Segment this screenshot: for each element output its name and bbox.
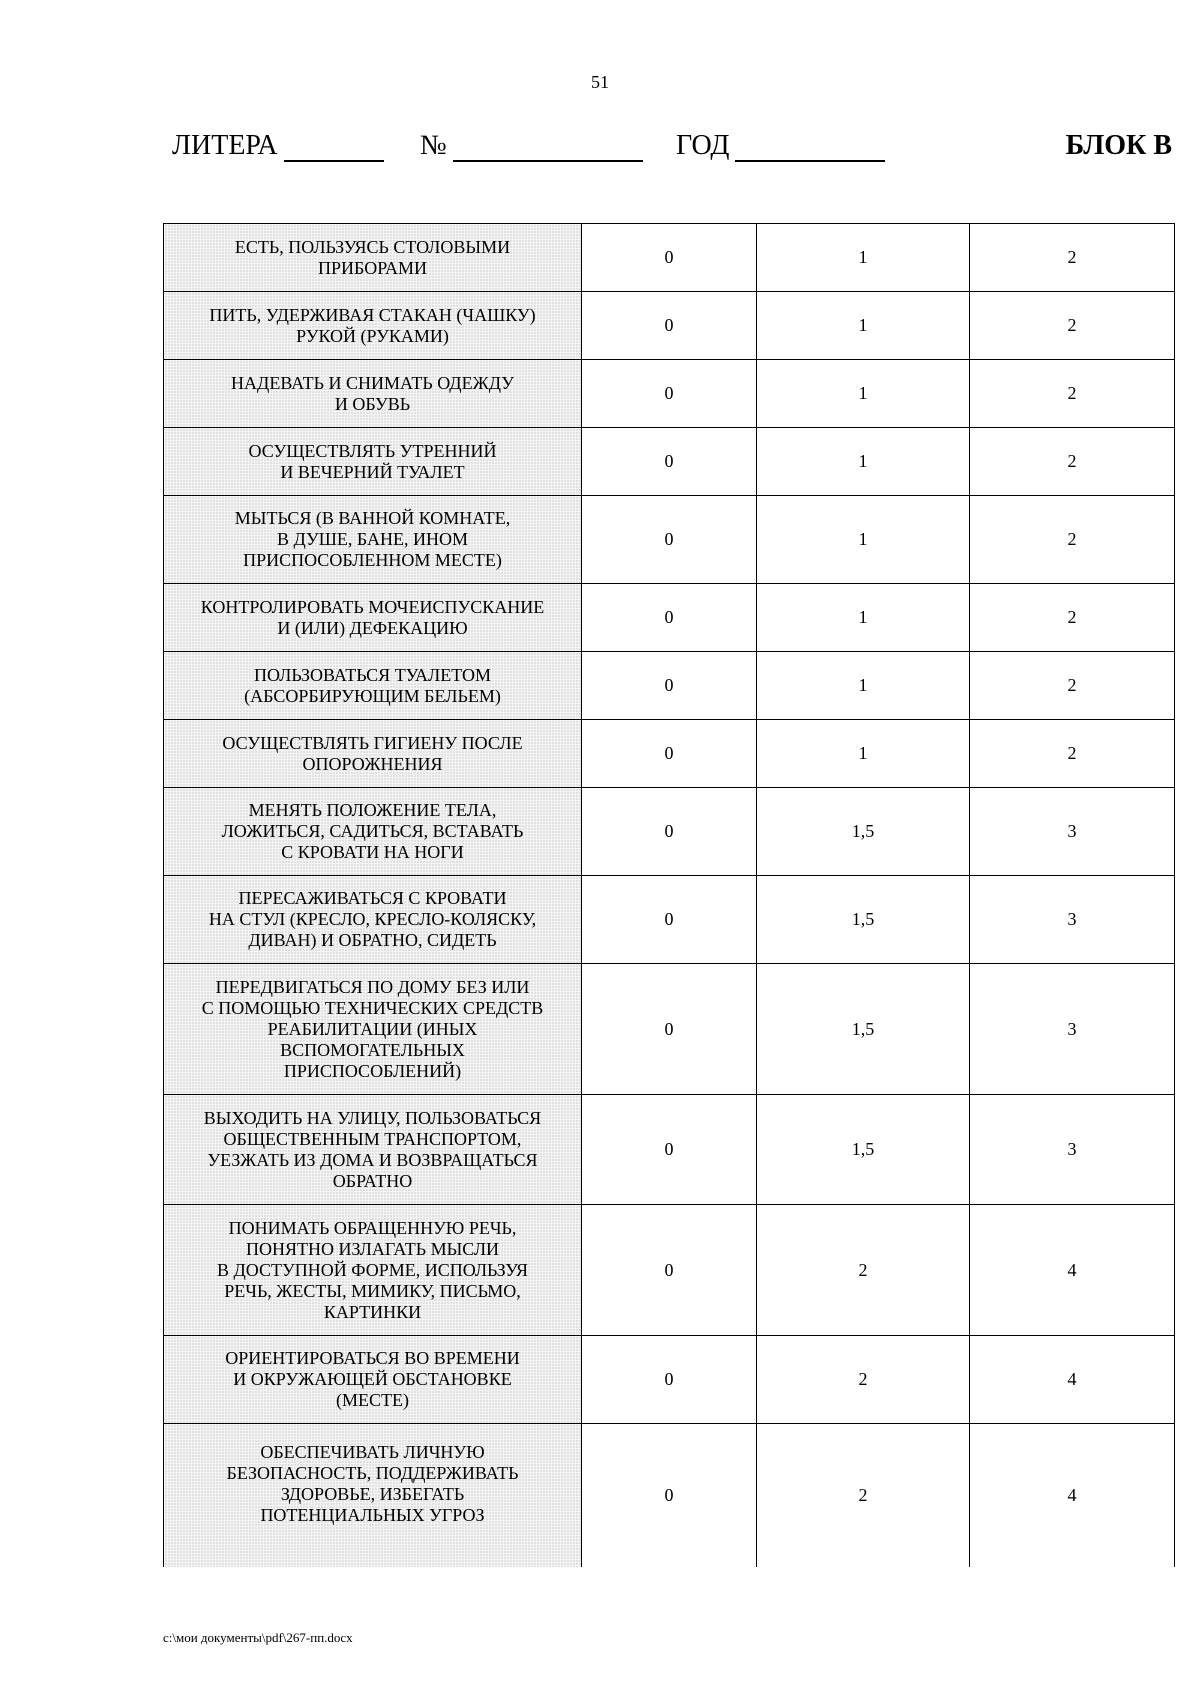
activity-text: НАДЕВАТЬ И СНИМАТЬ ОДЕЖДУ И ОБУВЬ (231, 372, 514, 414)
score-cell: 0 (582, 1336, 757, 1424)
score-cell: 3 (970, 964, 1175, 1095)
year-label: ГОД (676, 130, 730, 161)
score-cell: 0 (582, 292, 757, 360)
score-cell: 2 (970, 428, 1175, 496)
activity-cell (164, 1205, 582, 1336)
score-cell: 1 (757, 652, 970, 720)
activity-cell (164, 584, 582, 652)
score-cell: 3 (970, 1095, 1175, 1205)
score-cell: 1 (757, 360, 970, 428)
score-cell: 0 (582, 964, 757, 1095)
score-cell: 1,5 (757, 876, 970, 964)
activity-text: ЕСТЬ, ПОЛЬЗУЯСЬ СТОЛОВЫМИ ПРИБОРАМИ (234, 236, 511, 278)
activity-text: ОБЕСПЕЧИВАТЬ ЛИЧНУЮ БЕЗОПАСНОСТЬ, ПОДДЕРЖИВАТЬ ЗДОРОВЬЕ, ИЗБЕГАТЬ ПОТЕНЦИАЛЬНЫХ УГРОЗ (226, 1442, 519, 1525)
block-title: БЛОК В (1065, 130, 1172, 161)
activity-cell (164, 1336, 582, 1424)
table-row (164, 1336, 1175, 1424)
score-cell: 1 (757, 292, 970, 360)
activity-text: МЕНЯТЬ ПОЛОЖЕНИЕ ТЕЛА, ЛОЖИТЬСЯ, САДИТЬСЯ, ВСТАВАТЬ С КРОВАТИ НА НОГИ (221, 800, 524, 862)
activity-cell (164, 292, 582, 360)
score-cell: 1,5 (757, 964, 970, 1095)
activity-cell (164, 224, 582, 292)
score-cell: 0 (582, 720, 757, 788)
score-cell: 0 (582, 1424, 757, 1567)
score-cell: 2 (970, 224, 1175, 292)
score-cell: 0 (582, 360, 757, 428)
score-cell: 1 (757, 428, 970, 496)
year-field (676, 130, 885, 162)
score-cell: 1 (757, 496, 970, 584)
activity-text: ОСУЩЕСТВЛЯТЬ УТРЕННИЙ И ВЕЧЕРНИЙ ТУАЛЕТ (248, 440, 497, 482)
score-cell: 2 (757, 1336, 970, 1424)
score-cell: 1 (757, 584, 970, 652)
score-cell: 1,5 (757, 1095, 970, 1205)
number-blank-line (453, 134, 643, 162)
table-row (164, 1424, 1175, 1567)
activity-cell (164, 720, 582, 788)
score-cell: 4 (970, 1336, 1175, 1424)
table-row (164, 292, 1175, 360)
number-field (420, 130, 643, 162)
score-cell: 3 (970, 788, 1175, 876)
table-row (164, 360, 1175, 428)
activity-score-table (163, 223, 1175, 1567)
table-row (164, 720, 1175, 788)
activity-text: ОСУЩЕСТВЛЯТЬ ГИГИЕНУ ПОСЛЕ ОПОРОЖНЕНИЯ (222, 732, 523, 774)
score-cell: 0 (582, 1205, 757, 1336)
score-cell: 1,5 (757, 788, 970, 876)
activity-cell (164, 652, 582, 720)
score-cell: 0 (582, 876, 757, 964)
activity-text: ПЕРЕСАЖИВАТЬСЯ С КРОВАТИ НА СТУЛ (КРЕСЛО, КРЕСЛО-КОЛЯСКУ, ДИВАН) И ОБРАТНО, СИДЕТЬ (208, 888, 537, 950)
score-cell: 0 (582, 652, 757, 720)
score-cell: 2 (970, 496, 1175, 584)
table-row (164, 652, 1175, 720)
activity-cell (164, 964, 582, 1095)
table-row (164, 584, 1175, 652)
footer-file-path: c:\мои документы\pdf\267-пп.docx (163, 1630, 353, 1645)
table-row (164, 1205, 1175, 1336)
score-cell: 0 (582, 584, 757, 652)
score-cell: 2 (970, 652, 1175, 720)
score-cell: 0 (582, 496, 757, 584)
score-cell: 1 (757, 224, 970, 292)
table-row (164, 1095, 1175, 1205)
activity-cell (164, 876, 582, 964)
table-row (164, 788, 1175, 876)
score-cell: 2 (970, 720, 1175, 788)
activity-cell (164, 496, 582, 584)
activity-text: ВЫХОДИТЬ НА УЛИЦУ, ПОЛЬЗОВАТЬСЯ ОБЩЕСТВЕННЫМ ТРАНСПОРТОМ, УЕЗЖАТЬ ИЗ ДОМА И ВОЗВРАЩАТЬСЯ ОБРАТНО (203, 1107, 542, 1191)
score-cell: 2 (970, 360, 1175, 428)
score-cell: 1 (757, 720, 970, 788)
table-row (164, 876, 1175, 964)
litera-field (172, 130, 384, 162)
activity-text: ОРИЕНТИРОВАТЬСЯ ВО ВРЕМЕНИ И ОКРУЖАЮЩЕЙ ОБСТАНОВКЕ (МЕСТЕ) (225, 1348, 520, 1410)
activity-text: МЫТЬСЯ (В ВАННОЙ КОМНАТЕ, В ДУШЕ, БАНЕ, ИНОМ ПРИСПОСОБЛЕННОМ МЕСТЕ) (234, 508, 511, 570)
score-cell: 0 (582, 1095, 757, 1205)
table-row (164, 496, 1175, 584)
number-label: № (420, 130, 447, 161)
table-row (164, 964, 1175, 1095)
score-cell: 4 (970, 1205, 1175, 1336)
activity-cell (164, 1424, 582, 1567)
year-blank-line (735, 134, 885, 162)
table-row (164, 224, 1175, 292)
activity-text: ПОЛЬЗОВАТЬСЯ ТУАЛЕТОМ (АБСОРБИРУЮЩИМ БЕЛЬЕМ) (244, 664, 501, 706)
score-cell: 0 (582, 428, 757, 496)
score-cell: 2 (757, 1205, 970, 1336)
activity-text: ПЕРЕДВИГАТЬСЯ ПО ДОМУ БЕЗ ИЛИ С ПОМОЩЬЮ ТЕХНИЧЕСКИХ СРЕДСТВ РЕАБИЛИТАЦИИ (ИНЫХ ВСПОМОГАТЕЛЬНЫХ ПРИСПОСОБЛЕНИЙ) (201, 976, 544, 1081)
activity-cell (164, 1095, 582, 1205)
score-cell: 4 (970, 1424, 1175, 1567)
litera-blank-line (284, 134, 384, 162)
score-cell: 0 (582, 788, 757, 876)
score-cell: 2 (757, 1424, 970, 1567)
score-cell: 0 (582, 224, 757, 292)
page-number: 51 (591, 72, 609, 92)
activity-cell (164, 428, 582, 496)
score-cell: 2 (970, 292, 1175, 360)
activity-cell (164, 360, 582, 428)
activity-cell (164, 788, 582, 876)
table-row (164, 428, 1175, 496)
form-header (172, 130, 1172, 170)
activity-text: ПИТЬ, УДЕРЖИВАЯ СТАКАН (ЧАШКУ) РУКОЙ (РУКАМИ) (209, 304, 536, 346)
score-cell: 2 (970, 584, 1175, 652)
score-cell: 3 (970, 876, 1175, 964)
activity-text: ПОНИМАТЬ ОБРАЩЕННУЮ РЕЧЬ, ПОНЯТНО ИЗЛАГАТЬ МЫСЛИ В ДОСТУПНОЙ ФОРМЕ, ИСПОЛЬЗУЯ РЕЧЬ, ЖЕСТЫ, МИМИКУ, ПИСЬМО, КАРТИНКИ (217, 1217, 528, 1322)
litera-label: ЛИТЕРА (172, 130, 278, 161)
activity-text: КОНТРОЛИРОВАТЬ МОЧЕИСПУСКАНИЕ И (ИЛИ) ДЕФЕКАЦИЮ (200, 596, 545, 638)
